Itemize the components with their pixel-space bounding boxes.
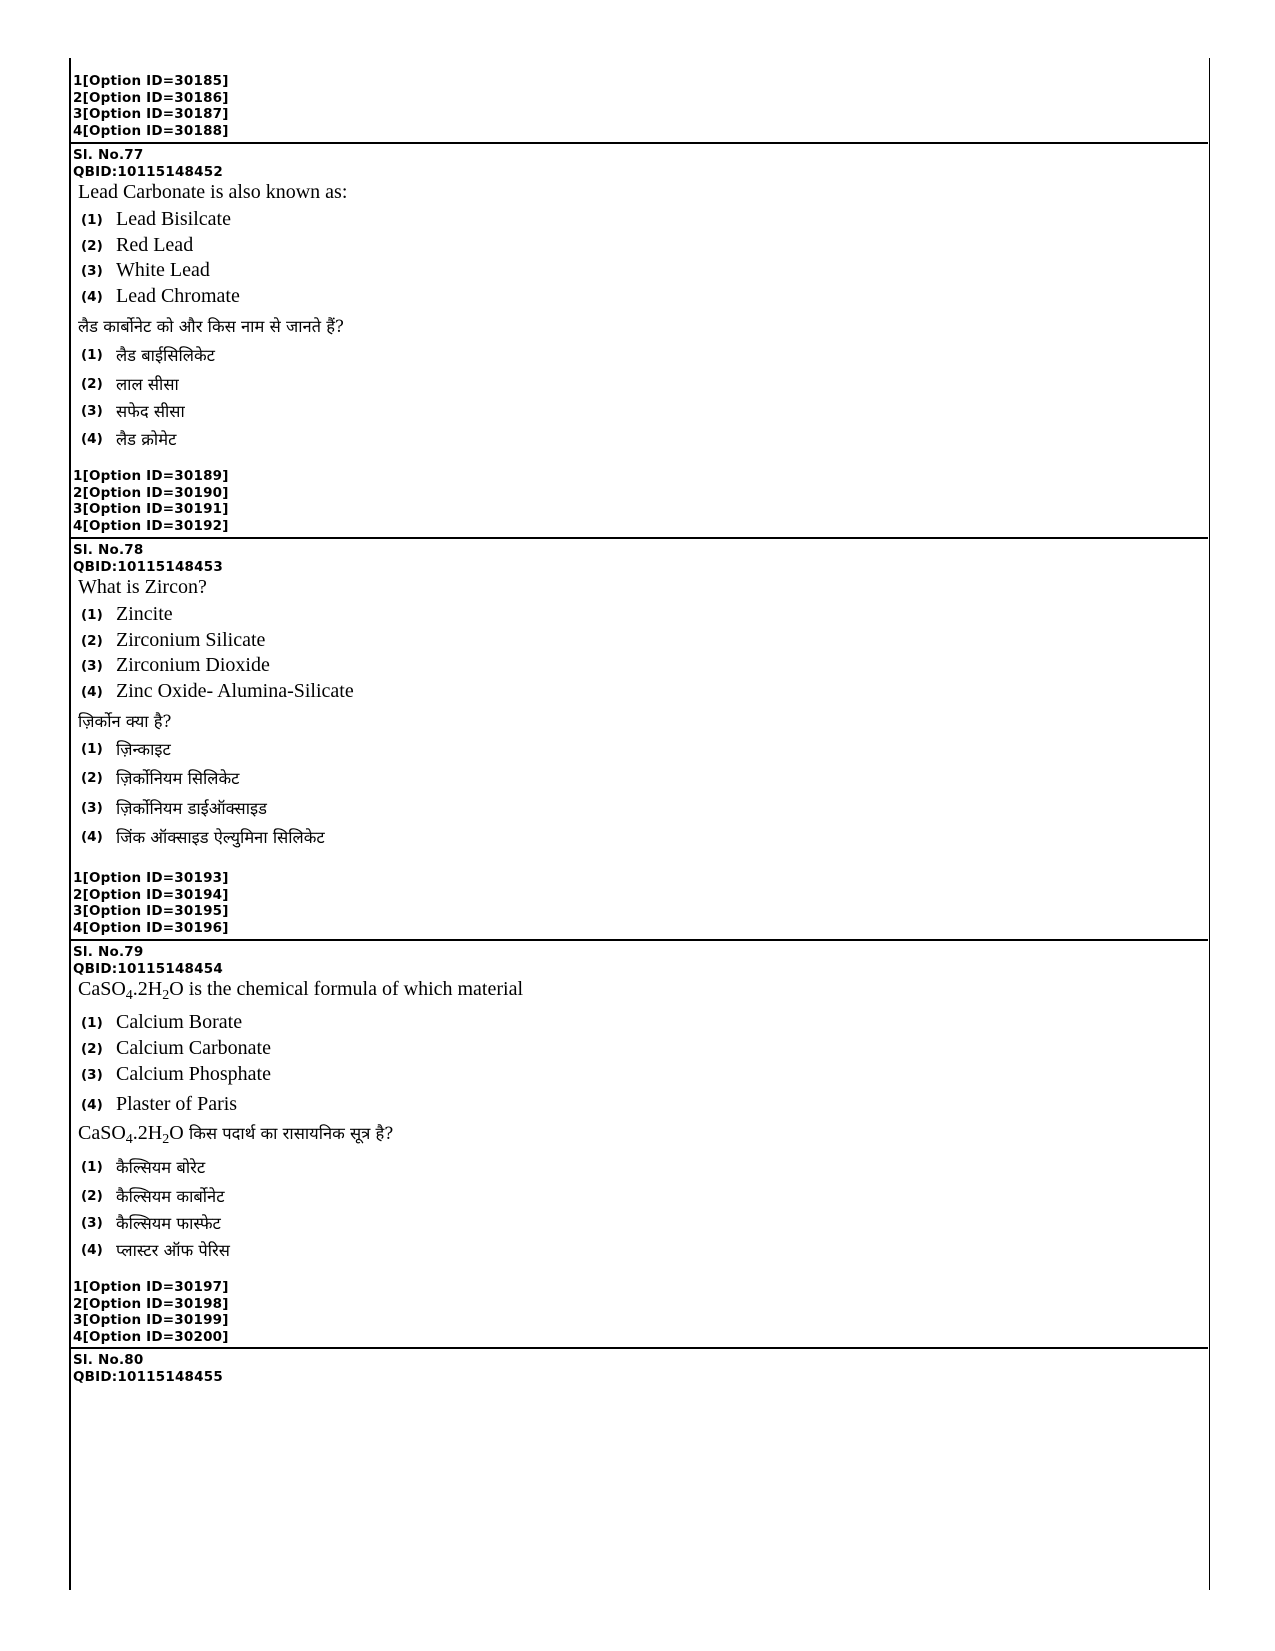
question-suffix: किस पदार्थ का रासायनिक सूत्र है? — [183, 1124, 394, 1143]
option-number: (2) — [81, 237, 103, 254]
chemical-formula — [78, 978, 184, 1003]
question-separator — [69, 537, 1208, 539]
option-number: (1) — [81, 1014, 103, 1031]
option-number: (1) — [81, 211, 103, 228]
option-en — [81, 654, 270, 677]
option-id: 2[Option ID=30190] — [73, 484, 229, 501]
serial-number: Sl. No.78 — [73, 542, 144, 558]
question-header — [69, 542, 1208, 575]
formula-part: CaSO — [78, 1122, 126, 1144]
option-hi — [81, 427, 176, 450]
option-text: कैल्सियम कार्बोनेट — [116, 1187, 225, 1206]
question-suffix: is the chemical formula of which material — [183, 978, 524, 1000]
option-text: सफेद सीसा — [116, 402, 185, 421]
option-en — [81, 603, 173, 626]
option-id: 4[Option ID=30188] — [73, 122, 229, 139]
question-text-hi: लैड कार्बोनेट को और किस नाम से जानते हैं? — [78, 317, 344, 336]
formula-subscript: 4 — [125, 988, 133, 1003]
option-ids — [69, 468, 1208, 534]
option-number: (2) — [81, 375, 103, 392]
option-text: लैड बाईसिलिकेट — [116, 346, 215, 365]
option-number: (4) — [81, 288, 103, 305]
question-separator — [69, 939, 1208, 941]
option-id: 4[Option ID=30192] — [73, 517, 229, 534]
option-en — [81, 629, 265, 652]
serial-number: Sl. No.80 — [73, 1352, 144, 1368]
option-text: Calcium Carbonate — [116, 1037, 271, 1059]
question-separator — [69, 142, 1208, 144]
option-number: (1) — [81, 606, 103, 623]
option-number: (1) — [81, 740, 103, 757]
option-text: ज़िर्कोनियम सिलिकेट — [116, 769, 240, 788]
option-text: जिंक ऑक्साइड ऐल्युमिना सिलिकेट — [116, 828, 325, 847]
option-number: (2) — [81, 769, 103, 786]
serial-number: Sl. No.77 — [73, 147, 144, 163]
option-text: Lead Bisilcate — [116, 208, 231, 230]
question-header — [69, 944, 1208, 977]
qbid: QBID:10115148453 — [73, 558, 223, 575]
chemical-formula — [78, 1122, 184, 1147]
option-en — [81, 259, 210, 282]
formula-part: CaSO — [78, 978, 126, 1000]
option-hi — [81, 1211, 221, 1234]
option-hi — [81, 1155, 205, 1178]
option-text: Red Lead — [116, 234, 194, 256]
option-number: (2) — [81, 1040, 103, 1057]
question-separator — [69, 1347, 1208, 1349]
option-id: 1[Option ID=30189] — [73, 468, 229, 484]
qbid: QBID:10115148452 — [73, 163, 223, 180]
option-number: (3) — [81, 402, 103, 419]
option-en — [81, 1011, 242, 1034]
option-ids — [69, 870, 1208, 936]
option-hi — [81, 737, 171, 760]
formula-part: .2H — [132, 1122, 163, 1144]
prev-option-ids — [69, 73, 1208, 139]
option-number: (3) — [81, 799, 103, 816]
option-text: Zinc Oxide- Alumina-Silicate — [116, 680, 354, 702]
option-number: (3) — [81, 1066, 103, 1083]
option-number: (4) — [81, 430, 103, 447]
option-number: (3) — [81, 262, 103, 279]
option-id: 2[Option ID=30194] — [73, 886, 229, 903]
option-number: (4) — [81, 1241, 103, 1258]
question-text-en — [78, 978, 523, 1001]
option-text: Zincite — [116, 603, 173, 625]
option-text: White Lead — [116, 259, 210, 281]
option-number: (1) — [81, 346, 103, 363]
option-en — [81, 234, 193, 257]
formula-subscript: 2 — [162, 988, 170, 1003]
option-text: Zirconium Dioxide — [116, 654, 270, 676]
option-text: ज़िर्कोनियम डाईऑक्साइड — [116, 799, 267, 818]
option-id: 3[Option ID=30191] — [73, 501, 229, 517]
question-header — [69, 147, 1208, 180]
option-id: 4[Option ID=30200] — [73, 1328, 229, 1345]
formula-part: .2H — [132, 978, 163, 1000]
option-hi — [81, 343, 215, 366]
option-en — [81, 1037, 271, 1060]
option-text: कैल्सियम बोरेट — [116, 1158, 206, 1177]
option-id: 1[Option ID=30185] — [73, 73, 229, 89]
option-hi — [81, 766, 239, 789]
option-number: (1) — [81, 1158, 103, 1175]
option-ids — [69, 1279, 1208, 1345]
serial-number: Sl. No.79 — [73, 944, 144, 960]
option-id: 1[Option ID=30197] — [73, 1279, 229, 1295]
option-text: प्लास्टर ऑफ पेरिस — [116, 1241, 230, 1260]
option-text: ज़िन्काइट — [116, 740, 171, 759]
option-number: (2) — [81, 1187, 103, 1204]
option-en — [81, 285, 240, 308]
option-number: (3) — [81, 1214, 103, 1231]
option-en — [81, 1093, 237, 1116]
formula-subscript: 4 — [125, 1132, 133, 1147]
option-number: (4) — [81, 828, 103, 845]
question-text-en: What is Zircon? — [78, 576, 207, 598]
option-number: (4) — [81, 683, 103, 700]
option-text: लाल सीसा — [116, 375, 179, 394]
option-hi — [81, 1238, 230, 1261]
question-text-hi: ज़िर्कोन क्या है? — [78, 712, 172, 731]
option-number: (4) — [81, 1096, 103, 1113]
option-en — [81, 208, 231, 231]
option-id: 3[Option ID=30195] — [73, 903, 229, 919]
option-hi — [81, 399, 185, 422]
question-text-en: Lead Carbonate is also known as: — [78, 181, 348, 203]
option-text: Calcium Phosphate — [116, 1063, 271, 1085]
option-number: (3) — [81, 657, 103, 674]
option-id: 2[Option ID=30198] — [73, 1295, 229, 1312]
option-id: 1[Option ID=30193] — [73, 870, 229, 886]
option-hi — [81, 1184, 225, 1207]
option-text: कैल्सियम फास्फेट — [116, 1214, 221, 1233]
formula-part: O — [169, 978, 184, 1000]
option-id: 3[Option ID=30187] — [73, 106, 229, 122]
option-text: Zirconium Silicate — [116, 629, 266, 651]
formula-part: O — [169, 1122, 184, 1144]
option-text: Plaster of Paris — [116, 1093, 238, 1115]
option-hi — [81, 825, 325, 848]
option-number: (2) — [81, 632, 103, 649]
qbid: QBID:10115148454 — [73, 960, 223, 977]
option-text: Lead Chromate — [116, 285, 240, 307]
option-en — [81, 1063, 271, 1086]
option-text: Calcium Borate — [116, 1011, 243, 1033]
question-text-hi — [78, 1121, 393, 1145]
formula-subscript: 2 — [162, 1132, 170, 1147]
option-text: लैड क्रोमेट — [116, 430, 177, 449]
option-id: 4[Option ID=30196] — [73, 919, 229, 936]
option-id: 2[Option ID=30186] — [73, 89, 229, 106]
option-hi — [81, 796, 267, 819]
question-header — [69, 1352, 1208, 1385]
option-hi — [81, 372, 179, 395]
option-id: 3[Option ID=30199] — [73, 1312, 229, 1328]
option-en — [81, 680, 354, 703]
qbid: QBID:10115148455 — [73, 1368, 223, 1385]
